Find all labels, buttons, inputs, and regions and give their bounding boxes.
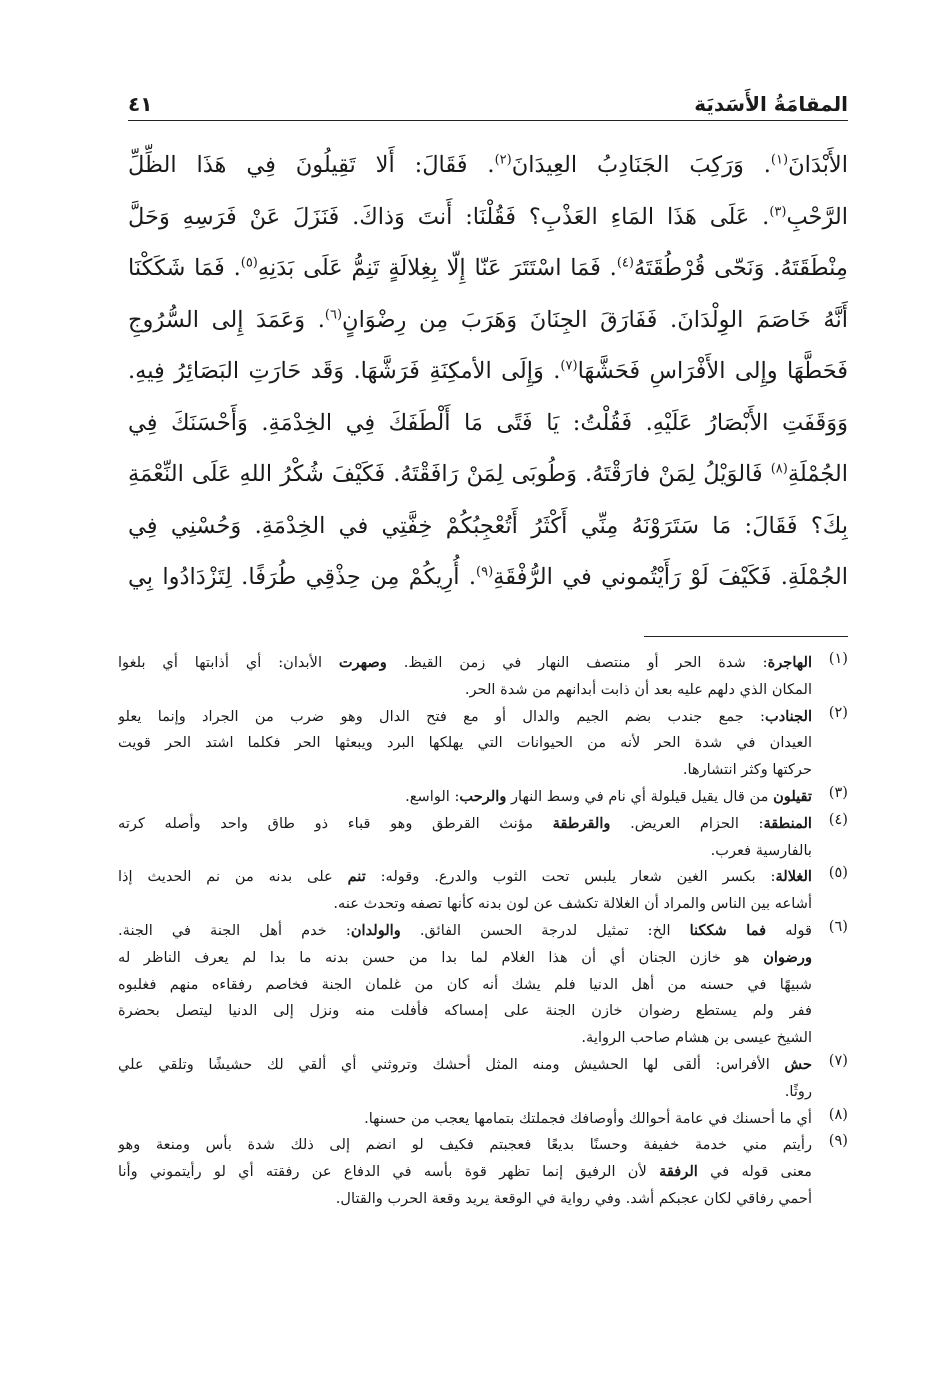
- text-line: [128, 552, 848, 604]
- footnote-line: [118, 784, 812, 811]
- footnote-text: أي ما أحسنك في عامة أحوالك وأوصافك فجملتك بتمامها يعجب من حسنها.: [364, 1109, 812, 1127]
- footnote-term: حش: [784, 1055, 812, 1073]
- footnote-ref: (٢): [494, 152, 512, 168]
- page-number: ٤١: [128, 92, 153, 116]
- footnote: [118, 1132, 848, 1212]
- footnote-term: الغلالة: [775, 868, 812, 886]
- text-segment: . فَمَا شَكَكْنَا: [128, 255, 241, 281]
- footnote: [118, 1106, 848, 1133]
- footnote-text: الخ: تمثيل لدرجة الحسن الفائق.: [400, 921, 690, 939]
- footnote-term: الهاجرة: [767, 654, 812, 671]
- footnote-body: [118, 864, 812, 918]
- footnote-line: [118, 945, 812, 972]
- footnote-body: [118, 704, 812, 784]
- text-segment: الجُمْلَةِ: [787, 461, 848, 487]
- footnote-text: مؤنث القرطق وهو قباء ذو طاق واحد وأصله كرته: [118, 814, 553, 832]
- text-segment: الأَبْدَانَ: [788, 152, 848, 178]
- footnote-line: [118, 704, 812, 731]
- footnote-body: [118, 811, 812, 865]
- footnote-text: : جمع جندب بضم الجيم والدال أو مع فتح الدال وهو ضرب من الجراد وإنما يعلو: [118, 707, 765, 725]
- footnote-ref: (٤): [616, 255, 634, 271]
- footnote-text: : بكسر الغين شعار يلبس تحت الثوب والدرع. وقوله:: [365, 868, 776, 886]
- text-segment: . وَعَمَدَ إِلى السُّرُوجِ: [128, 306, 325, 333]
- text-segment: . فَمَا اسْتَتَرَ عَنّا إِلّا بِغِلالَةٍ تَنِمُّ عَلَى بَدَنِهِ: [257, 255, 617, 281]
- footnote-text: : الواسع.: [405, 787, 460, 805]
- footnote-text: لأن الرفيق إنما تظهر قوة بأسه في الدفاع عن رفقته أي لو رأيتموني وأنا: [118, 1163, 660, 1181]
- footnote: [118, 704, 848, 784]
- text-segment: . أُرِيكُمْ مِن حِذْقِي طُرَفًا. لِتَزْدَادُوا بِي: [128, 564, 477, 590]
- footnote-text: الأبدان: أي أذابتها أي بلغوا: [118, 654, 339, 671]
- footnote-ref: (٩): [476, 564, 494, 580]
- footnote-line: [118, 891, 812, 918]
- text-segment: أَنَّهُ خَاصَمَ الوِلْدَانَ. فَفَارَقَ الجِنَانَ وَهَرَبَ مِن رِضْوَانٍ: [342, 306, 848, 333]
- text-segment: مِنْطَقَتَهُ. وَنَحّى قُرْطُقَتَهُ: [633, 255, 848, 281]
- footnote-ref: (٣): [769, 204, 787, 219]
- footnote-text: معنى قوله في: [697, 1163, 812, 1181]
- page-header: [128, 84, 848, 121]
- footnote-term: تنم: [347, 868, 366, 886]
- footnote-number: (٤): [828, 810, 848, 828]
- text-line: [128, 140, 848, 192]
- footnote-text: العيدان في شدة الحر لأنه من الحيوانات التي يهلكها البرد ويبعثها الحر فكلما اشتد الحر قويت: [118, 734, 812, 752]
- footnote-text: على بدنه من نم الحديث إذا: [118, 868, 348, 886]
- text-segment: وَوَقَفَتِ الأَبْصَارُ عَلَيْهِ. فَقُلْتُ: يَا فَتًى مَا أَلْطَفَكَ فِي الخِدْمَةِ. وَأَحْسَنَكَ فِي: [128, 409, 848, 436]
- footnote-text: : خدم أهل الجنة في الجنة.: [118, 921, 351, 939]
- footnote-line: [118, 1052, 812, 1079]
- text-line: [128, 449, 848, 501]
- footnote-term: المنطقة: [763, 814, 812, 832]
- footnote-number: (٦): [828, 917, 848, 935]
- footnote-text: شبيهًا في حسنه من أهل الدنيا فلم يشك أنه كان من غلمان الجنة فخاصم رفقاءه منهم فغلبوه: [118, 975, 812, 993]
- footnote-number: (٢): [828, 703, 848, 721]
- text-segment: . وَإِلَى الأمكِنَةِ فَرَشَّهَا. وَقَد حَارَتِ البَصَائِرُ فِيهِ.: [128, 358, 561, 384]
- footnote-text: : شدة الحر أو منتصف النهار في زمن القيظ.: [386, 654, 768, 671]
- footnote-number: (٨): [828, 1105, 848, 1123]
- footnote-text: بالفارسية فعرب.: [710, 841, 812, 859]
- footnote-text: أحمي رفاقي لكان عجبكم أشد. وفي رواية في الوقعة يريد وقعة الحرب والقتال.: [335, 1189, 812, 1207]
- footnote-line: [118, 1025, 812, 1052]
- footnote-term: الجنادب: [764, 707, 812, 725]
- footnote-term: ورضوان: [763, 948, 812, 966]
- text-line: [128, 398, 848, 450]
- footnote: [118, 864, 848, 918]
- footnote-body: [118, 784, 812, 811]
- footnotes: [118, 650, 848, 1213]
- footnote-separator: [644, 636, 848, 637]
- text-segment: فَحَطَّهَا وإِلى الأَفْرَاسِ فَحَشَّهَا: [577, 358, 848, 384]
- footnote-line: [118, 1159, 812, 1186]
- footnote-text: الشيخ عيسى بن هشام صاحب الرواية.: [581, 1029, 812, 1047]
- footnote: [118, 1052, 848, 1106]
- footnote-body: [118, 650, 812, 704]
- footnote-body: [118, 1106, 812, 1133]
- footnote-ref: (١): [770, 152, 789, 168]
- footnote-term: الرفقة: [659, 1163, 698, 1181]
- footnote-ref: (٥): [240, 255, 258, 271]
- footnote-term: فما شككنا: [689, 921, 767, 939]
- text-segment: الجُمْلَةِ. فَكَيْفَ لَوْ رَأَيْتُموني في الرُّفْقَةِ: [493, 564, 848, 590]
- footnote-line: [118, 677, 812, 704]
- footnote: [118, 784, 848, 811]
- footnote-body: [118, 918, 812, 1052]
- text-segment: . عَلَى هَذَا المَاءِ العَذْبِ؟ فَقُلْنَا: أَنتَ وَذاكَ. فَنَزَلَ عَنْ فَرَسِهِ وَحَلَّ: [128, 203, 770, 230]
- footnote-text: قوله: [766, 921, 812, 939]
- footnote-term: والرحب: [459, 787, 507, 805]
- footnote-line: [118, 864, 812, 891]
- footnote-ref: (٦): [324, 307, 343, 322]
- footnote-number: (٩): [828, 1132, 848, 1150]
- footnote-ref: (٨): [770, 461, 788, 477]
- footnote-line: [118, 838, 812, 865]
- footnote-text: حركتها وكثر انتشارها.: [682, 761, 812, 779]
- footnote-number: (٧): [828, 1051, 848, 1069]
- footnote-line: [118, 1132, 812, 1159]
- text-line: [128, 346, 848, 398]
- footnote-body: [118, 1132, 812, 1212]
- footnote-line: [118, 1106, 812, 1133]
- footnote-text: : الحزام العريض.: [610, 814, 764, 832]
- footnote-line: [118, 730, 812, 757]
- text-segment: . فَقَالَ: أَلا تَقِيلُونَ فِي هَذَا الظِّلِّ: [128, 152, 495, 178]
- footnote-ref: (٧): [560, 358, 578, 374]
- footnote-text: روثًا.: [784, 1082, 812, 1100]
- footnote-line: [118, 972, 812, 999]
- footnote-term: تقيلون: [773, 787, 812, 805]
- footnote-line: [118, 757, 812, 784]
- footnote: [118, 650, 848, 704]
- text-segment: . وَرَكِبَ الجَنَادِبُ العِيدَانَ: [511, 152, 771, 178]
- footnote-line: [118, 811, 812, 838]
- footnote-term: وصهرت: [338, 654, 387, 671]
- chapter-title: المقامَةُ الأَسَديَة: [694, 92, 848, 116]
- footnote-text: المكان الذي دلهم عليه بعد أن ذابت أبدانهم من شدة الحر.: [464, 680, 812, 698]
- text-segment: فَالوَيْلُ لِمَنْ فارَقْتَهُ. وَطُوبَى لِمَنْ رَافَقْتَهُ. فَكَيْفَ شُكْرُ اللهِ عَلَى النِّعْمَةِ: [128, 461, 771, 487]
- footnote-line: [118, 650, 812, 677]
- footnote-text: الأفراس: ألقى لها الحشيش ومنه المثل أحشك وتروثني أي ألقي لك حشيشًا وتلقي علي: [118, 1055, 785, 1073]
- footnote-text: ففر ولم يستطع رضوان خازن الجنة على إمساكه فأفلت منه ونزل إلى الدنيا ليتصل بحضرة: [118, 1002, 812, 1020]
- text-line: [128, 295, 848, 347]
- text-segment: الرَّحْبِ: [786, 203, 848, 230]
- text-line: [128, 243, 848, 295]
- footnote-body: [118, 1052, 812, 1106]
- footnote-line: [118, 1186, 812, 1213]
- footnote-text: رأيتم مني خدمة خفيفة وحسنًا بديعًا فعجبتم فكيف لو انضم إلى ذلك شدة بأس ومنعة وهو: [118, 1136, 812, 1154]
- footnote-term: والولدان: [350, 921, 401, 939]
- footnote-number: (٣): [828, 783, 848, 801]
- text-line: [128, 192, 848, 244]
- footnote-text: هو خازن الجنان أي أن هذا الغلام لما بدا من حسن بدنه ما بدا لم يعرف الناظر له: [118, 948, 764, 966]
- footnote: [118, 811, 848, 865]
- main-text: [128, 140, 848, 604]
- text-line: [128, 501, 848, 553]
- footnote-line: [118, 918, 812, 945]
- footnote-text: من قال يقيل قيلولة أي نام في وسط النهار: [506, 787, 774, 805]
- footnote: [118, 918, 848, 1052]
- footnote-term: والقرطقة: [552, 814, 611, 832]
- footnote-text: أشاعه بين الناس والمراد أن الغلالة تكشف عن لون بدنه كأنها تصفه وتحدث عنه.: [333, 895, 812, 913]
- footnote-line: [118, 1079, 812, 1106]
- footnote-number: (٥): [828, 864, 848, 882]
- footnote-line: [118, 998, 812, 1025]
- footnote-number: (١): [828, 650, 848, 667]
- text-segment: بِكَ؟ فَقَالَ: مَا سَتَرَوْنَهُ مِنِّي أَكْثَرُ أَتُعْجِبُكُمْ خِفَّتِي في الخِدْمَةِ. وَحُسْنِي فِي: [128, 512, 848, 539]
